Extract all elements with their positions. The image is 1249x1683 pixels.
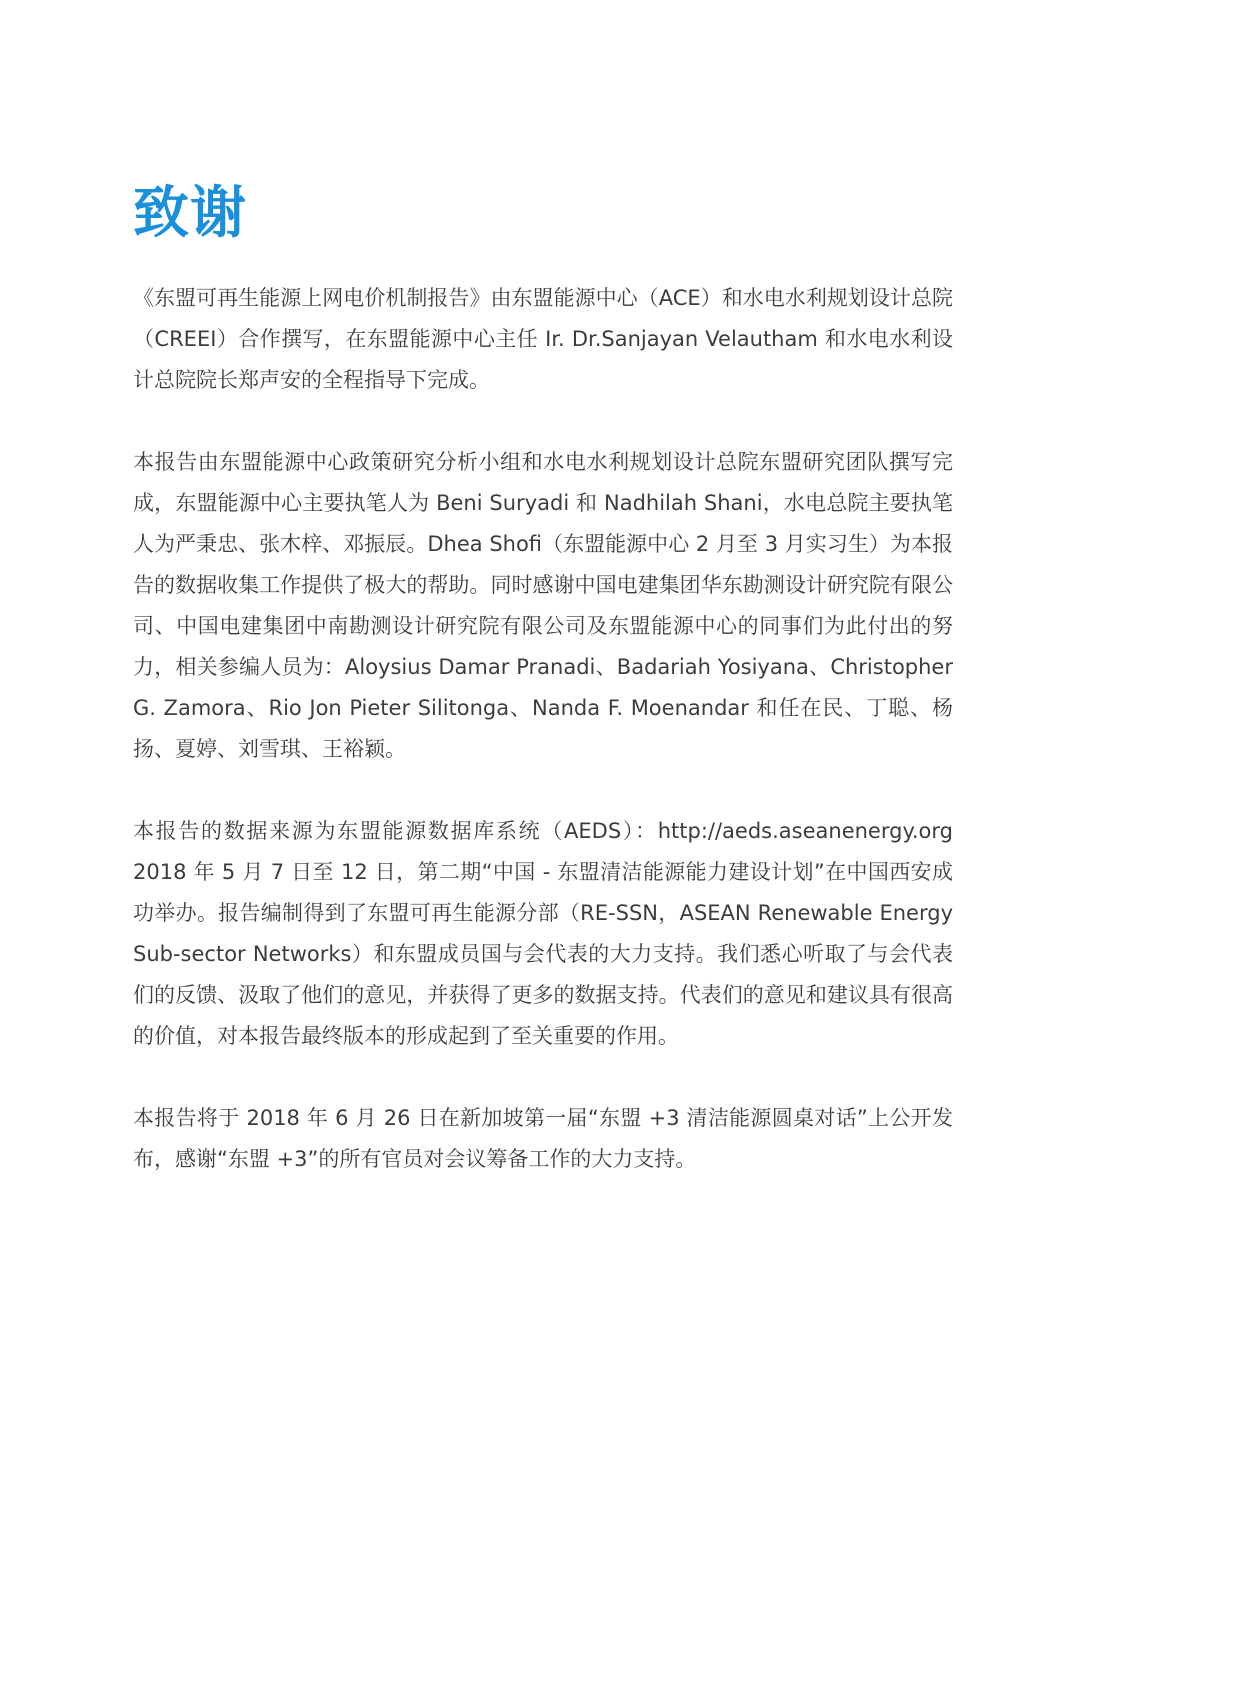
acknowledgements-section [133,178,953,1180]
paragraph-authors-overview: 《东盟可再生能源上网电价机制报告》由东盟能源中心（ACE）和水电水利规划设计总院（CREEI）合作撰写，在东盟能源中心主任 Ir. Dr.Sanjayan Velautham 和水电水利设计总院院长郑声安的全程指导下完成。 [133,286,953,392]
paragraph-contributors: 本报告由东盟能源中心政策研究分析小组和水电水利规划设计总院东盟研究团队撰写完成，东盟能源中心主要执笔人为 Beni Suryadi 和 Nadhilah Shani，水电总院主要执笔人为严秉忠、张木梓、邓振辰。Dhea Shofi（东盟能源中心 2 月至 3 月实习生）为本报告的数据收集工作提供了极大的帮助。同时感谢中国电建集团华东勘测设计研究院有限公司、中国电建集团中南勘测设计研究院有限公司及东盟能源中心的同事们为此付出的努力，相关参编人员为：Aloysius Damar Pranadi、Badariah Yosiyana、Christopher G. Zamora、Rio Jon Pieter Silitonga、Nanda F. Moenandar 和任在民、丁聪、杨扬、夏婷、刘雪琪、王裕颖。 [133,450,953,761]
paragraph-data-source: 本报告的数据来源为东盟能源数据库系统（AEDS）：http://aeds.aseanenergy.org 2018 年 5 月 7 日至 12 日，第二期“中国 - 东盟清洁能源能力建设计划”在中国西安成功举办。报告编制得到了东盟可再生能源分部（RE-SSN，ASEAN Renewable Energy Sub-sector Networks）和东盟成员国与会代表的大力支持。我们悉心听取了与会代表们的反馈、汲取了他们的意见，并获得了更多的数据支持。代表们的意见和建议具有很高的价值，对本报告最终版本的形成起到了至关重要的作用。 [133,819,953,1048]
page-title: 致谢 [133,181,247,246]
paragraph-release: 本报告将于 2018 年 6 月 26 日在新加坡第一届“东盟 +3 清洁能源圆桌对话”上公开发布，感谢“东盟 +3”的所有官员对会议筹备工作的大力支持。 [133,1106,953,1171]
